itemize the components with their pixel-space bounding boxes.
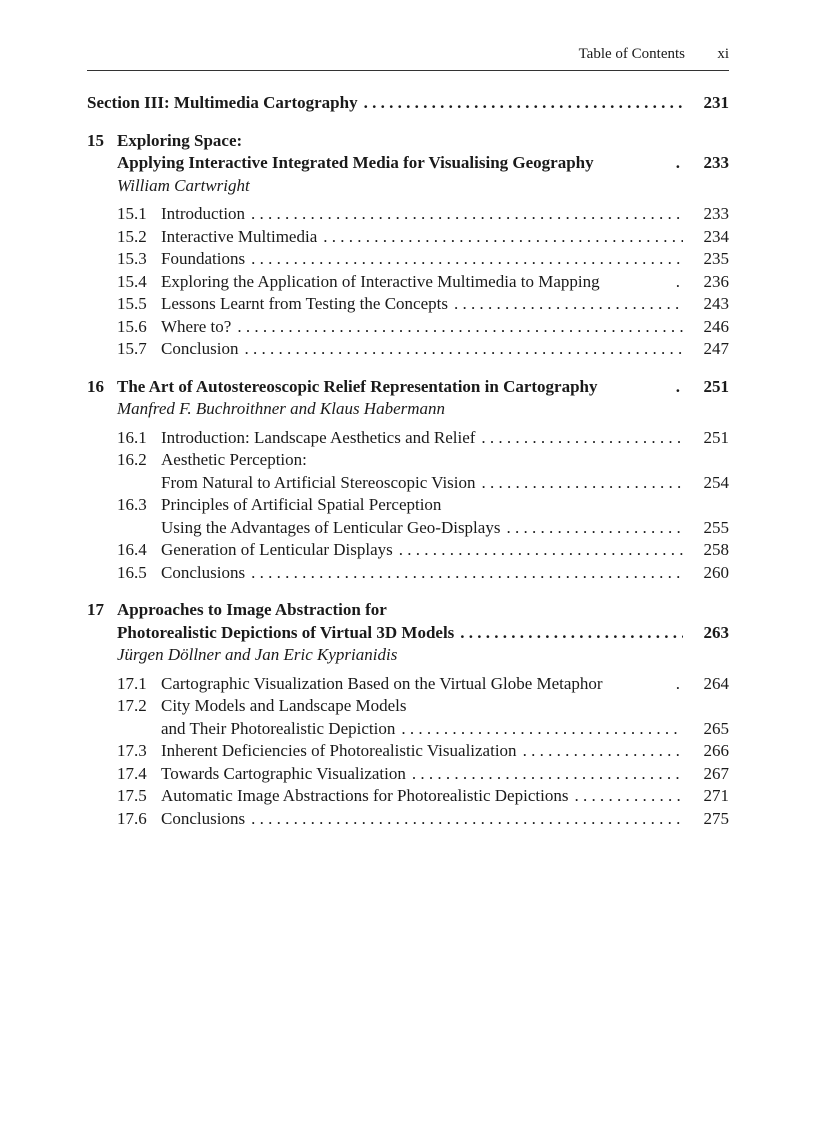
toc-entry[interactable] bbox=[87, 539, 729, 562]
entry-page: 246 bbox=[703, 316, 729, 336]
toc-entry[interactable] bbox=[87, 808, 729, 831]
chapter-author: Jürgen Döllner and Jan Eric Kyprianidis bbox=[117, 645, 398, 664]
entry-number: 15.2 bbox=[117, 226, 147, 246]
chapter-author: William Cartwright bbox=[117, 175, 250, 195]
chapter-title: Applying Interactive Integrated Media for Visualising Geography bbox=[117, 153, 594, 172]
table-of-contents bbox=[87, 92, 729, 830]
entry-page: 267 bbox=[703, 763, 729, 783]
toc-entry[interactable] bbox=[87, 248, 729, 271]
chapter-15-title-line-1[interactable] bbox=[87, 130, 729, 153]
toc-entry[interactable] bbox=[87, 293, 729, 316]
dot-leader bbox=[412, 763, 683, 786]
toc-entry[interactable] bbox=[87, 271, 729, 294]
page-number: xi bbox=[717, 46, 729, 62]
toc-entry-line-2[interactable] bbox=[87, 517, 729, 540]
entry-number: 16.2 bbox=[117, 450, 147, 469]
toc-entry-line-2[interactable] bbox=[87, 472, 729, 495]
dot-leader bbox=[251, 248, 683, 271]
toc-entry[interactable] bbox=[87, 203, 729, 226]
entry-number: 17.5 bbox=[117, 786, 147, 805]
toc-entry[interactable] bbox=[87, 785, 729, 808]
section-entry[interactable] bbox=[87, 92, 729, 115]
chapter-author: Manfred F. Buchroithner and Klaus Habermann bbox=[117, 399, 446, 418]
entry-title: Introduction: Landscape Aesthetics and Relief bbox=[161, 427, 476, 447]
dot-leader: . bbox=[675, 673, 683, 693]
dot-leader bbox=[251, 203, 683, 226]
entry-title: Cartographic Visualization Based on the Virtual Globe Metaphor bbox=[161, 673, 603, 693]
chapter-17-title-line-2[interactable] bbox=[87, 622, 729, 645]
entry-number: 16.1 bbox=[117, 427, 147, 447]
entry-page: 236 bbox=[703, 271, 729, 291]
entry-title: Using the Advantages of Lenticular Geo-Displays bbox=[161, 517, 501, 537]
toc-entry[interactable] bbox=[87, 316, 729, 339]
entry-number: 15.7 bbox=[117, 339, 147, 358]
dot-leader bbox=[251, 562, 683, 585]
entry-number: 15.6 bbox=[117, 316, 147, 336]
entry-title: Principles of Artificial Spatial Perception bbox=[161, 495, 442, 514]
entry-page: 258 bbox=[703, 540, 729, 559]
entry-number: 17.6 bbox=[117, 808, 147, 828]
dot-leader bbox=[460, 622, 683, 645]
entry-page: 243 bbox=[703, 294, 729, 313]
entry-title: Towards Cartographic Visualization bbox=[161, 763, 406, 783]
entry-title: Lessons Learnt from Testing the Concepts bbox=[161, 294, 448, 313]
entry-title: Inherent Deficiencies of Photorealistic Visualization bbox=[161, 741, 517, 760]
entry-title: Automatic Image Abstractions for Photorealistic Depictions bbox=[161, 786, 569, 805]
dot-leader bbox=[523, 740, 683, 763]
entry-number: 16.4 bbox=[117, 540, 147, 559]
chapter-number: 16 bbox=[87, 376, 104, 396]
chapter-16-title[interactable] bbox=[87, 376, 729, 399]
chapter-title: Exploring Space: bbox=[117, 130, 243, 150]
dot-leader bbox=[323, 226, 683, 249]
toc-entry[interactable] bbox=[87, 427, 729, 450]
chapter-page: 263 bbox=[703, 622, 729, 642]
dot-leader bbox=[481, 427, 683, 450]
dot-leader bbox=[237, 316, 683, 339]
dot-leader bbox=[244, 338, 683, 361]
entry-number: 16.3 bbox=[117, 495, 147, 514]
toc-entry[interactable] bbox=[87, 338, 729, 361]
entry-page: 265 bbox=[703, 718, 729, 738]
entry-page: 271 bbox=[703, 786, 729, 805]
dot-leader bbox=[251, 808, 683, 831]
dot-leader bbox=[506, 517, 683, 540]
entry-title: Foundations bbox=[161, 249, 246, 268]
section-title: Section III: Multimedia Cartography bbox=[87, 93, 358, 112]
entry-number: 15.4 bbox=[117, 271, 147, 291]
dot-leader bbox=[401, 718, 683, 741]
entry-title: Exploring the Application of Interactive Multimedia to Mapping bbox=[161, 271, 600, 291]
entry-page: 234 bbox=[703, 226, 729, 246]
entry-page: 251 bbox=[703, 427, 729, 447]
entry-title: Aesthetic Perception: bbox=[161, 450, 307, 469]
entry-title: Conclusion bbox=[161, 339, 239, 358]
toc-entry[interactable] bbox=[87, 226, 729, 249]
chapter-title: Photorealistic Depictions of Virtual 3D Models bbox=[117, 622, 455, 642]
dot-leader bbox=[454, 293, 683, 316]
entry-title: Interactive Multimedia bbox=[161, 226, 318, 246]
entry-number: 15.3 bbox=[117, 249, 147, 268]
dot-leader bbox=[399, 539, 683, 562]
toc-entry[interactable] bbox=[87, 562, 729, 585]
chapter-title: Approaches to Image Abstraction for bbox=[117, 600, 387, 619]
entry-number: 15.5 bbox=[117, 294, 147, 313]
entry-number: 17.4 bbox=[117, 763, 147, 783]
toc-entry[interactable] bbox=[87, 673, 729, 696]
dot-leader bbox=[482, 472, 683, 495]
chapter-number: 17 bbox=[87, 600, 104, 619]
entry-number: 16.5 bbox=[117, 562, 147, 582]
chapter-number: 15 bbox=[87, 130, 104, 150]
section-page: 231 bbox=[703, 93, 729, 112]
dot-leader: . bbox=[675, 271, 683, 291]
toc-entry-line-1[interactable] bbox=[87, 695, 729, 718]
chapter-page: 251 bbox=[703, 376, 729, 396]
chapter-17-title-line-1[interactable] bbox=[87, 599, 729, 622]
entry-page: 266 bbox=[703, 741, 729, 760]
entry-title: Conclusions bbox=[161, 562, 246, 582]
toc-entry-line-1[interactable] bbox=[87, 494, 729, 517]
entry-page: 275 bbox=[703, 808, 729, 828]
entry-number: 17.1 bbox=[117, 673, 147, 693]
dot-leader bbox=[364, 92, 683, 115]
toc-entry-line-1[interactable] bbox=[87, 449, 729, 472]
entry-page: 255 bbox=[703, 517, 729, 537]
chapter-page: 233 bbox=[703, 153, 729, 172]
entry-page: 254 bbox=[703, 472, 729, 492]
toc-entry-line-2[interactable] bbox=[87, 718, 729, 741]
running-header bbox=[87, 44, 729, 71]
entry-title: Generation of Lenticular Displays bbox=[161, 540, 393, 559]
dot-leader: . bbox=[675, 153, 683, 172]
chapter-15-title-line-2[interactable] bbox=[87, 152, 729, 175]
entry-number: 17.2 bbox=[117, 696, 147, 715]
entry-title: and Their Photorealistic Depiction bbox=[161, 718, 396, 738]
entry-title: City Models and Landscape Models bbox=[161, 696, 407, 715]
entry-title: Conclusions bbox=[161, 808, 246, 828]
entry-title: Where to? bbox=[161, 316, 232, 336]
entry-title: Introduction bbox=[161, 204, 246, 223]
entry-page: 264 bbox=[703, 673, 729, 693]
entry-page: 235 bbox=[703, 249, 729, 268]
entry-number: 17.3 bbox=[117, 741, 147, 760]
running-header-title: Table of Contents bbox=[578, 46, 685, 62]
dot-leader: . bbox=[675, 376, 683, 396]
chapter-title: The Art of Autostereoscopic Relief Representation in Cartography bbox=[117, 376, 598, 396]
entry-page: 233 bbox=[703, 204, 729, 223]
toc-entry[interactable] bbox=[87, 763, 729, 786]
dot-leader bbox=[574, 785, 683, 808]
entry-page: 260 bbox=[703, 562, 729, 582]
entry-page: 247 bbox=[703, 339, 729, 358]
entry-title: From Natural to Artificial Stereoscopic Vision bbox=[161, 472, 476, 492]
entry-number: 15.1 bbox=[117, 204, 147, 223]
toc-entry[interactable] bbox=[87, 740, 729, 763]
